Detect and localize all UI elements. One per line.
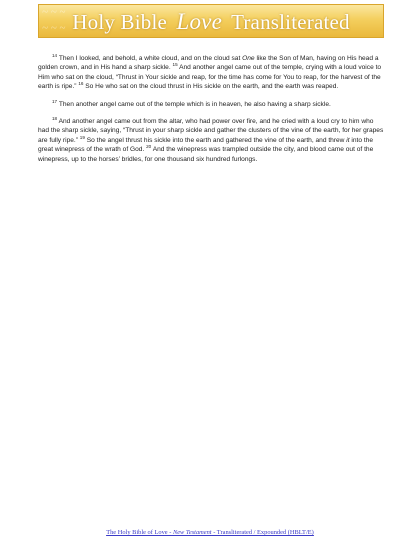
page-title bbox=[38, 9, 384, 35]
footer-part2: - Transliterated / Expounded (HBLT/E) bbox=[211, 529, 314, 536]
verse-text: Then another angel came out of the temple which is in heaven, he also having a sharp sickle. bbox=[58, 100, 331, 108]
paragraph-2 bbox=[38, 100, 386, 109]
banner-ornament: ~ ~ ~ bbox=[42, 6, 66, 18]
verse-text: So He who sat on the cloud thrust in His sickle on the earth, and the earth was reaped. bbox=[85, 83, 339, 91]
verse-text: Then I looked, and behold, a white cloud, and on the cloud sat bbox=[58, 55, 243, 62]
verse-number: 20 bbox=[146, 144, 152, 150]
paragraph-1 bbox=[38, 54, 386, 92]
scripture-body bbox=[38, 54, 386, 172]
verse-text: like the Son of Man, having on His head a golden crown, and in His hand a sharp sickle. bbox=[38, 55, 379, 72]
header-banner bbox=[38, 4, 384, 38]
verse-italic: One bbox=[242, 55, 255, 62]
title-love: Love bbox=[176, 9, 222, 34]
footer-part1: The Holy Bible of Love - bbox=[106, 529, 173, 536]
footer-text bbox=[106, 529, 314, 536]
verse-text: And another angel came out from the altar, who had power over fire, and he cried with a loud cry to him who had the sharp sickle, saying, “Thrust in your sharp sickle and gather the clusters of the vine of the earth, for her grapes are fully ripe.” bbox=[38, 118, 384, 144]
verse-number: 18 bbox=[52, 115, 58, 121]
verse-number: 17 bbox=[52, 98, 58, 104]
title-part1: Holy Bible bbox=[72, 10, 168, 34]
verse-number: 14 bbox=[52, 52, 58, 58]
verse-text: And another angel came out of the temple, crying with a loud voice to Him who sat on the cloud, “Thrust in Your sickle and reap, for the time has come for You to reap, for the harvest of the earth is ripe.” bbox=[38, 64, 382, 91]
banner-ornament: ~ ~ ~ bbox=[42, 22, 66, 34]
footer-new-testament: New Testament bbox=[172, 529, 212, 536]
verse-text: into the great winepress of the wrath of God. bbox=[38, 136, 374, 154]
title-part2: Transliterated bbox=[231, 10, 350, 34]
verse-number: 16 bbox=[78, 81, 84, 87]
verse-text: So the angel thrust his sickle into the earth and gathered the vine of the earth, and threw bbox=[86, 136, 347, 144]
paragraph-3 bbox=[38, 117, 386, 164]
verse-text: And the winepress was trampled outside the city, and blood came out of the winepress, up to the horses’ bridles, for one thousand six hundred furlongs. bbox=[38, 146, 374, 163]
verse-italic: it bbox=[346, 136, 350, 144]
verse-number: 15 bbox=[172, 62, 178, 68]
verse-number: 19 bbox=[79, 134, 85, 140]
footer-link[interactable] bbox=[0, 529, 420, 536]
